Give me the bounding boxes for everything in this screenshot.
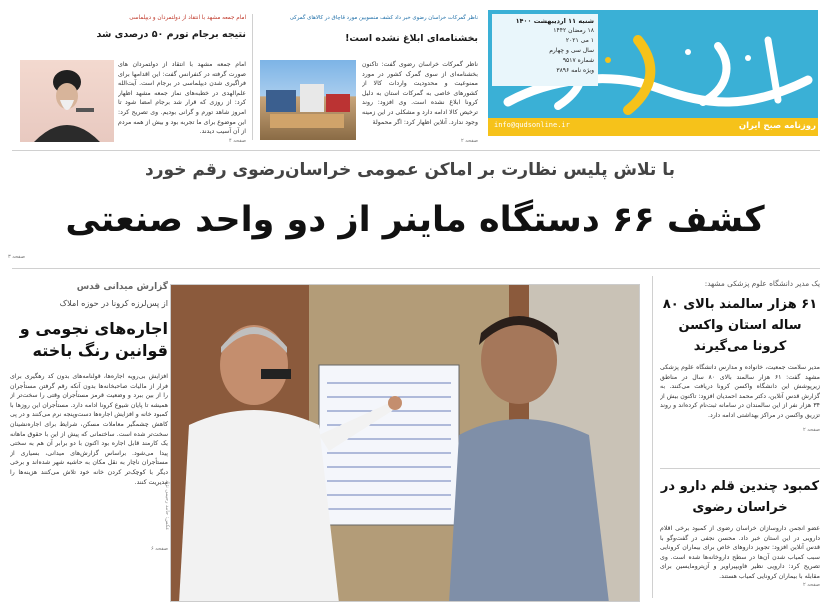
left-column-divider xyxy=(652,276,653,598)
teaser-body: امام جمعه مشهد با انتقاد از دولتمردان های صورت گرفته در کنفرانس گفت: این اقدامها برای فراگیری شدن دیپلماسی در برجام است. آیت‌الله علم‌الهدی در خطبه‌های نماز جمعه مشهد اظهار کرد: از روزی که قرار شد برجام امضا شود تا امروز شاهد تورم و گرانی بودیم. وی تصریح کرد: این موضوع برای ما تجربه بود و بیش از همه مردم از آن آسیب دیدند. xyxy=(118,61,246,136)
story-photo xyxy=(170,284,640,602)
issue-number: شماره ۹۵۱۷ xyxy=(562,57,594,64)
supplement-number: ویژه نامه ۳۸۹۶ xyxy=(556,67,594,74)
story-title: کمبود چندین قلم دارو در خراسان رضوی xyxy=(660,479,820,515)
story-page-ref: صفحه ۶ xyxy=(151,546,168,552)
cleric-photo xyxy=(20,60,114,142)
teaser-title: بخشنامه‌ای ابلاغ نشده است! xyxy=(345,33,478,44)
story-page-ref: صفحه ۲ xyxy=(803,582,820,588)
hijri-date: ۱۸ رمضان ۱۴۴۲ xyxy=(553,27,594,34)
website: info@qudsonline.ir xyxy=(494,121,570,129)
headline-title: کشف ۶۶ دستگاه ماینر از دو واحد صنعتی xyxy=(65,200,765,240)
teaser-page-ref: صفحه ۲ xyxy=(461,138,478,144)
teaser-kicker: ناظر گمرکات خراسان رضوی خبر داد کشف منسوبین مورد قاچاق در کالاهای گمرکی xyxy=(289,15,478,21)
teaser-kicker: امام جمعه مشهد با انتقاد از دولتمردان و دیپلماسی xyxy=(129,15,246,21)
masthead xyxy=(486,8,818,148)
speaker-portrait-image xyxy=(20,60,114,142)
photo-credit: عکس: حامد رحیمی نژاد xyxy=(164,480,170,531)
headline-kicker: با تلاش پلیس نظارت بر اماکن عمومی خراسان‌رضوی رقم خورد xyxy=(145,160,675,180)
slogan: روزنامه صبح ایران xyxy=(738,121,816,131)
headline-page-ref: صفحه ۳ xyxy=(8,254,25,260)
teaser-left xyxy=(18,14,246,144)
story-body: عضو انجمن داروسازان خراسان رضوی از کمبود برخی اقلام دارویی در این استان خبر داد. محسن نجفی در گفت‌وگو با قدس آنلاین افزود: تجویز داروهای خاص برای بیماران کرونایی سبب کمیاب شدن آن‌ها در سطح داروخانه‌ها شده است. وی تصریح کرد: دارویی نظیر فاویپیراویر و آزیترومایسین برای مقابله با بیماران کرونایی کمیاب هستند. xyxy=(660,525,820,580)
story-title: ۶۱ هزار سالمند بالای ۸۰ ساله استان واکسن کرونا می‌گیرند xyxy=(662,297,818,354)
vaccine-story xyxy=(660,278,820,462)
gregorian-date: ۱ می ۲۰۲۱ xyxy=(565,37,594,44)
customs-yard-image xyxy=(260,60,356,140)
story-title: اجاره‌های نجومی و قوانین رنگ باخته xyxy=(19,319,168,360)
story-subkicker: از پس‌لرزه کرونا در حوزه املاک xyxy=(59,298,168,308)
story-kicker: گزارش میدانی قدس xyxy=(76,282,168,292)
date-line: شنبه ۱۱ اردیبهشت ۱۴۰۰ xyxy=(515,17,594,25)
story-body: مدیر سلامت جمعیت، خانواده و مدارس دانشگاه علوم پزشکی مشهد گفت: ۶۱ هزار سالمند بالای ۸۰ سال در مناطق زیرپوشش این دانشگاه واکسن کرونا دریافت می‌کنند. به گزارش قدس آنلاین، دکتر محمد احمدیان افزود: تاکنون بیش از ۳۴ هزار نفر از این سالمندان در سامانه ثبت‌نام کرده‌اند و روند تزریق واکسن در مراکز بهداشتی ادامه دارد. xyxy=(660,364,820,419)
story-body: افزایش بی‌رویه اجاره‌ها، قولنامه‌های بدون کد رهگیری برای فرار از مالیات صاحبخانه‌ها بدون آنکه رقم گرفتن مستأجران را از بین ببرد و وضعیت قرمز مستأجران وقتی را سخت‌تر از همیشه تا پایان شیوع کرونا ادامه دارد. مستأجران این روزها با کمبود خانه و افزایش اجاره‌ها دست‌وپنجه نرم می‌کنند و در پی کاهش چشمگیر معاملات مسکن، شرایط برای اجاره‌نشینان سخت‌تر شده است. ساختمانی که پیش از این با حقوق ماهانه یک کارمند قابل اجاره بود اکنون با دو برابر آن هم به سختی پیدا می‌شود. براساس گزارش‌های میدانی، بسیاری از مستأجران ناچار به نقل مکان به حاشیه شهر شده‌اند و برخی دیگر با کوچک‌تر کردن خانه خود تلاش می‌کنند هزینه‌ها را مدیریت کنند. xyxy=(10,373,168,486)
story-page-ref: صفحه ۲ xyxy=(803,427,820,433)
year-line: سال سی و چهارم xyxy=(549,47,594,54)
rent-story xyxy=(10,280,168,598)
left-story-divider xyxy=(660,468,820,469)
story-kicker: یک مدیر دانشگاه علوم پزشکی مشهد: xyxy=(704,279,820,288)
teaser-title: نتیجه برجام تورم ۵۰ درصدی شد xyxy=(96,29,246,40)
teaser-divider xyxy=(252,14,253,140)
issue-info-box xyxy=(492,14,598,86)
top-divider xyxy=(12,150,820,151)
teaser-body: ناظر گمرکات خراسان رضوی گفت: تاکنون بخشنامه‌ای از سوی گمرک کشور در مورد ممنوعیت و محدودیت واردات کالا از کشورهای خاصی به گمرکات استان به دلیل کرونا ابلاغ نشده است. وی افزود: روند ترخیص کالا ادامه دارد و مشکلی در این زمینه وجود ندارد. آنلاین اظهار کرد: اگر محمولهٔ xyxy=(362,61,478,126)
medicine-story xyxy=(660,476,820,598)
real-estate-window-image xyxy=(170,285,639,602)
headline-divider xyxy=(12,268,820,269)
teaser-page-ref: صفحه ۴ xyxy=(229,138,246,144)
teaser-photo xyxy=(260,60,356,140)
teaser-center xyxy=(258,14,478,144)
